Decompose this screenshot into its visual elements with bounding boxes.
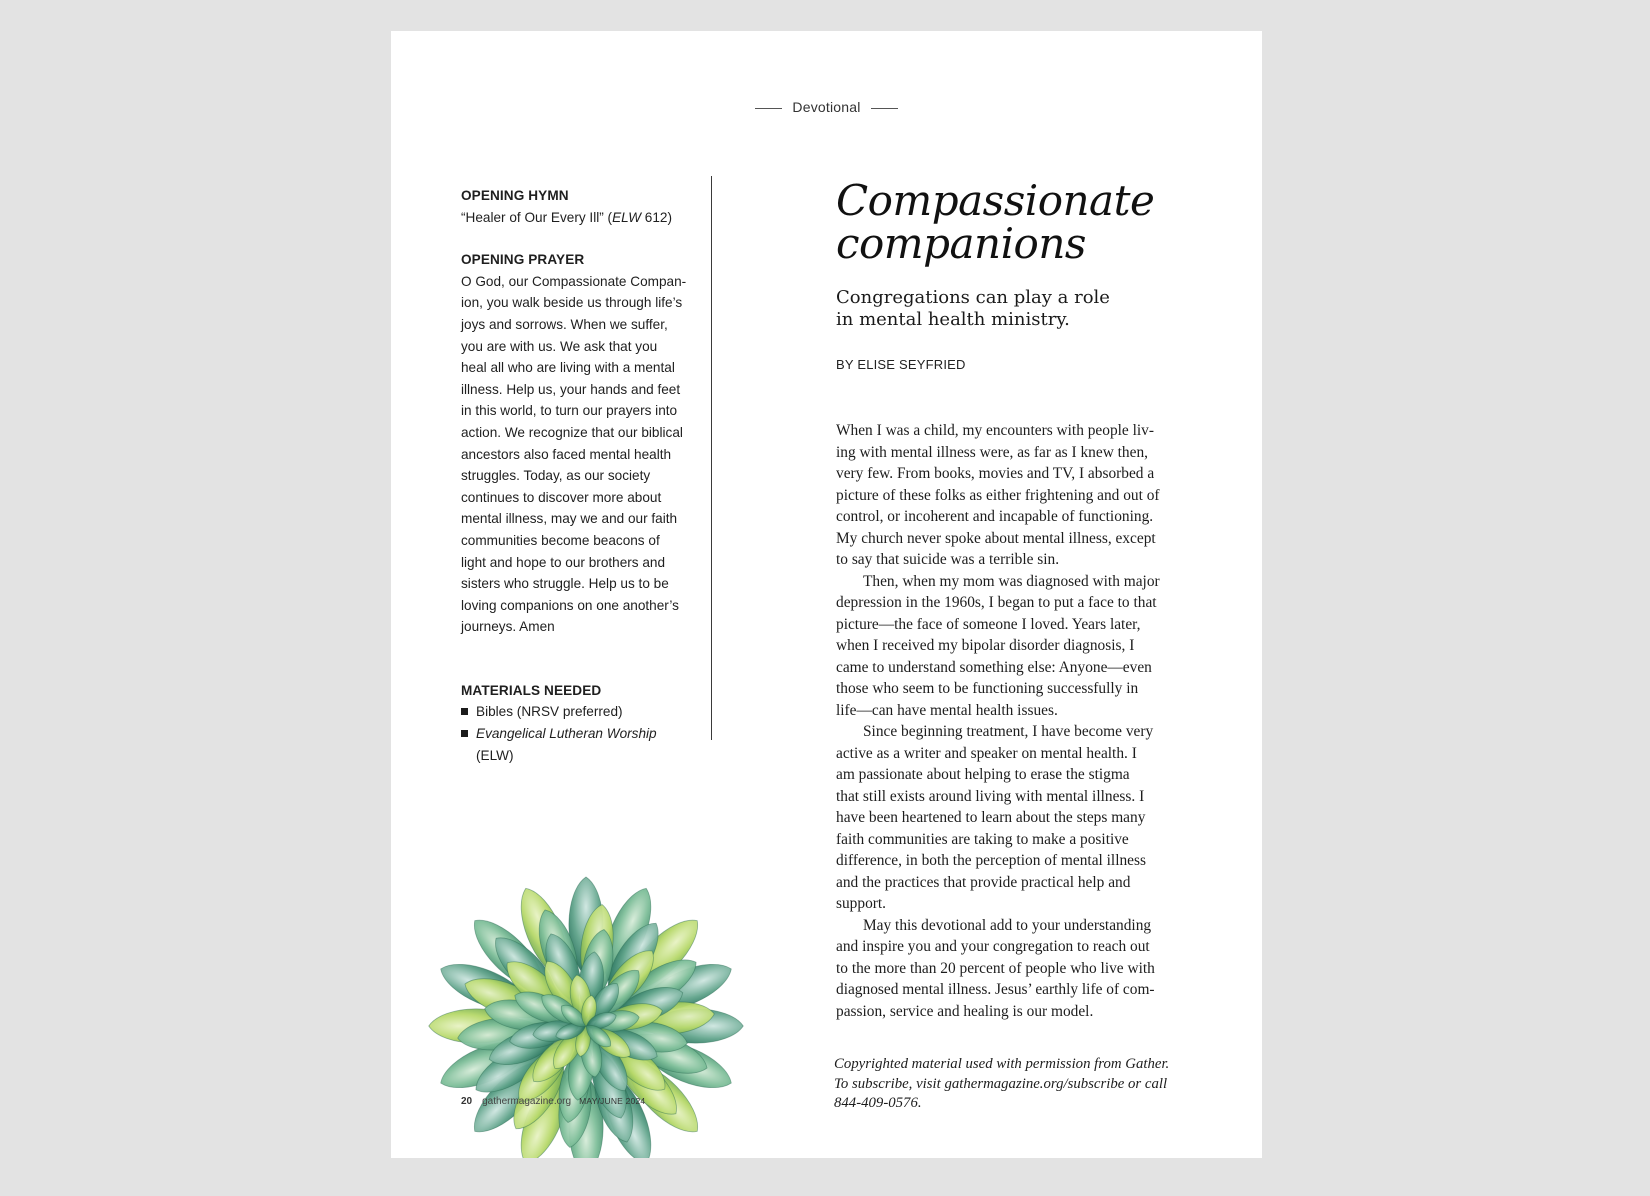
- subtitle-line: in mental health ministry.: [836, 309, 1070, 330]
- materials-item-text: Bibles (NRSV preferred): [476, 704, 623, 720]
- sidebar: [461, 185, 697, 766]
- prayer-line: joys and sorrows. When we suffer,: [461, 316, 668, 332]
- prayer-line: in this world, to turn our prayers into: [461, 403, 678, 419]
- page-footer: [461, 1096, 645, 1107]
- body-paragraph: When I was a child, my encounters with people liv- ing with mental illness were, as far as I knew then, very few. From books, movies and TV, I absorbed a picture of these folks as either frightening and out of control, or incoherent and incapable of functioning. My church never spoke about mental illness, except to say that suicide was a terrible sin.: [836, 422, 1160, 568]
- prayer-line: action. We recognize that our biblical: [461, 424, 683, 440]
- opening-prayer-section: [461, 249, 697, 638]
- prayer-line: ion, you walk beside us through life’s: [461, 295, 683, 311]
- body-paragraph: Then, when my mom was diagnosed with major depression in the 1960s, I began to put a face to that picture—the face of someone I loved. Years later, when I received my bipolar disorder diagnosis, I came to understand something else: Anyone—even those who seem to be functioning successfully in life—can have mental health issues.: [836, 572, 1160, 719]
- materials-list: [461, 701, 697, 766]
- materials-heading: MATERIALS NEEDED: [461, 682, 602, 698]
- opening-prayer-heading: OPENING PRAYER: [461, 252, 585, 268]
- succulent-leaves: [429, 877, 744, 1158]
- prayer-line: light and hope to our brothers and: [461, 554, 666, 570]
- byline: BY ELISE SEYFRIED: [836, 357, 966, 372]
- title-line: Compassionate: [836, 176, 1155, 225]
- title-line: companions: [836, 219, 1086, 268]
- bullet-square-icon: [461, 708, 468, 715]
- magazine-page: [391, 31, 1262, 1158]
- prayer-line: ancestors also faced mental health: [461, 446, 672, 462]
- opening-hymn-section: [461, 185, 697, 228]
- footer-site: gathermagazine.org: [482, 1096, 572, 1107]
- body-paragraph: May this devotional add to your understanding and inspire you and your congregation to reach out to the more than 20 percent of people who live with diagnosed mental illness. Jesus’ earthly life of com- passion, service and healing is our model.: [836, 916, 1155, 1020]
- prayer-line: journeys. Amen: [461, 619, 555, 635]
- header-rule-right: [871, 108, 898, 109]
- column-divider: [711, 176, 712, 740]
- footer-issue: MAY/JUNE 2024: [579, 1096, 646, 1106]
- prayer-line: illness. Help us, your hands and feet: [461, 381, 681, 397]
- materials-item-abbrev: (ELW): [476, 747, 514, 763]
- article-subtitle: [836, 287, 1166, 331]
- opening-hymn-text: [461, 207, 697, 229]
- materials-item: [461, 701, 697, 723]
- article-title: [836, 176, 1196, 268]
- materials-item: [461, 723, 697, 766]
- prayer-line: struggles. Today, as our society: [461, 468, 651, 484]
- hymn-book: ELW: [612, 209, 642, 225]
- prayer-line: communities become beacons of: [461, 532, 660, 548]
- prayer-line: sisters who struggle. Help us to be: [461, 576, 669, 592]
- hymn-title: “Healer of Our Every Ill” (: [461, 209, 613, 225]
- copyright-credit: Copyrighted material used with permission from Gather. To subscribe, visit gathermagazine.org/subscribe or call 844-409-0576.: [834, 1056, 1170, 1111]
- subtitle-line: Congregations can play a role: [836, 287, 1110, 308]
- prayer-line: loving companions on one another’s: [461, 597, 679, 613]
- prayer-line: O God, our Compassionate Compan-: [461, 273, 687, 289]
- prayer-line: continues to discover more about: [461, 489, 662, 505]
- body-paragraph: Since beginning treatment, I have become very active as a writer and speaker on mental health. I am passionate about helping to erase the stigma that still exists around living with mental illness. I have been heartened to learn about the steps many faith communities are taking to make a positive difference, in both the perception of mental illness and the practices that provide practical help and support.: [836, 723, 1154, 912]
- prayer-line: mental illness, may we and our faith: [461, 511, 678, 527]
- hymn-number: 612): [641, 209, 673, 225]
- bullet-square-icon: [461, 730, 468, 737]
- section-label: Devotional: [792, 99, 861, 115]
- section-header: [391, 99, 1262, 115]
- opening-prayer-text: [461, 271, 697, 638]
- prayer-line: heal all who are living with a mental: [461, 360, 675, 376]
- prayer-line: you are with us. We ask that you: [461, 338, 658, 354]
- page-number: 20: [461, 1096, 473, 1107]
- materials-section: [461, 680, 697, 766]
- opening-hymn-heading: OPENING HYMN: [461, 188, 569, 203]
- materials-item-text: Evangelical Lutheran Worship: [476, 726, 657, 742]
- article-body: [836, 420, 1198, 1022]
- header-rule-left: [755, 108, 782, 109]
